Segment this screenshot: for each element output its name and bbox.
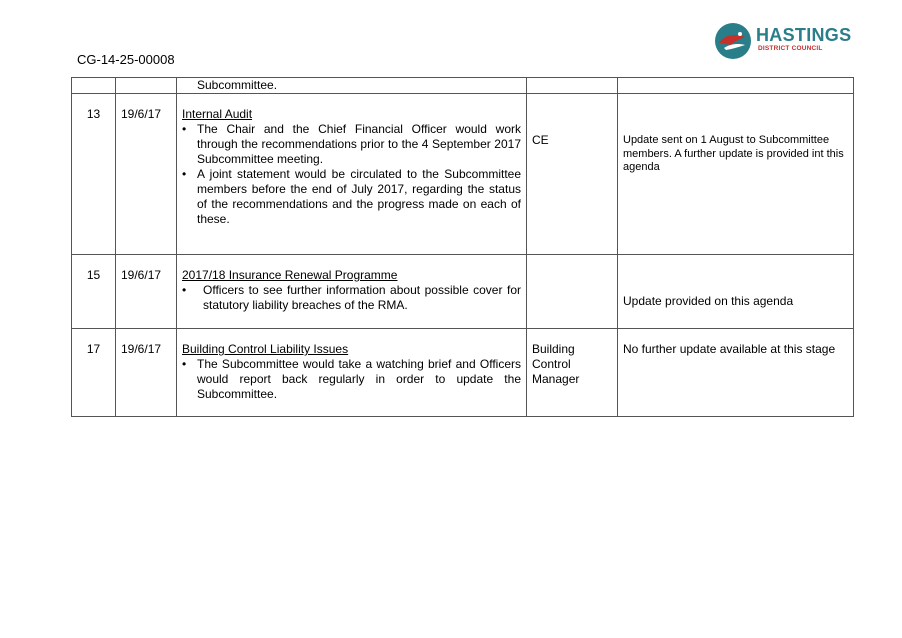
item-topic: Building Control Liability Issues (182, 342, 349, 356)
actions-table (71, 77, 854, 417)
item-point: • Officers to see further information about possible cover for statutory liability breaches of the RMA. (197, 283, 521, 313)
item-cell (177, 255, 527, 329)
number-cell (72, 78, 116, 94)
continued-text: Subcommittee. (197, 78, 278, 92)
status-cell (618, 78, 854, 94)
number-cell: 13 (72, 94, 116, 255)
council-logo (714, 22, 852, 62)
responsible-cell (527, 255, 618, 329)
document-id: CG-14-25-00008 (77, 52, 175, 67)
date-cell: 19/6/17 (116, 94, 177, 255)
status-cell: Update sent on 1 August to Subcommittee members. A further update is provided int this agenda (618, 94, 854, 255)
status-cell: Update provided on this agenda (618, 255, 854, 329)
responsible-cell: Building Control Manager (527, 329, 618, 417)
item-cell (177, 94, 527, 255)
item-point: • A joint statement would be circulated to the Subcommittee members before the end of July 2017, regarding the status of the recommendations and the progress made on each of these. (197, 167, 521, 227)
table-row (72, 255, 854, 329)
responsible-cell (527, 78, 618, 94)
status-cell: No further update available at this stage (618, 329, 854, 417)
table-row-continued (72, 78, 854, 94)
item-topic: Internal Audit (182, 107, 253, 121)
item-topic: 2017/18 Insurance Renewal Programme (182, 268, 398, 282)
item-point: • The Chair and the Chief Financial Officer would work through the recommendations prior to the 4 September 2017 Subcommittee meeting. (197, 122, 521, 167)
hastings-emblem-icon (714, 22, 752, 60)
item-point: • The Subcommittee would take a watching brief and Officers would report back regularly in order to update the Subcommittee. (197, 357, 521, 402)
item-cell (177, 329, 527, 417)
number-cell: 15 (72, 255, 116, 329)
logo-subtitle: DISTRICT COUNCIL (758, 45, 823, 52)
logo-wordmark: HASTINGS (756, 25, 852, 45)
item-cell (177, 78, 527, 94)
responsible-cell: CE (527, 94, 618, 255)
date-cell: 19/6/17 (116, 329, 177, 417)
date-cell (116, 78, 177, 94)
table-row (72, 329, 854, 417)
table-row (72, 94, 854, 255)
number-cell: 17 (72, 329, 116, 417)
date-cell: 19/6/17 (116, 255, 177, 329)
